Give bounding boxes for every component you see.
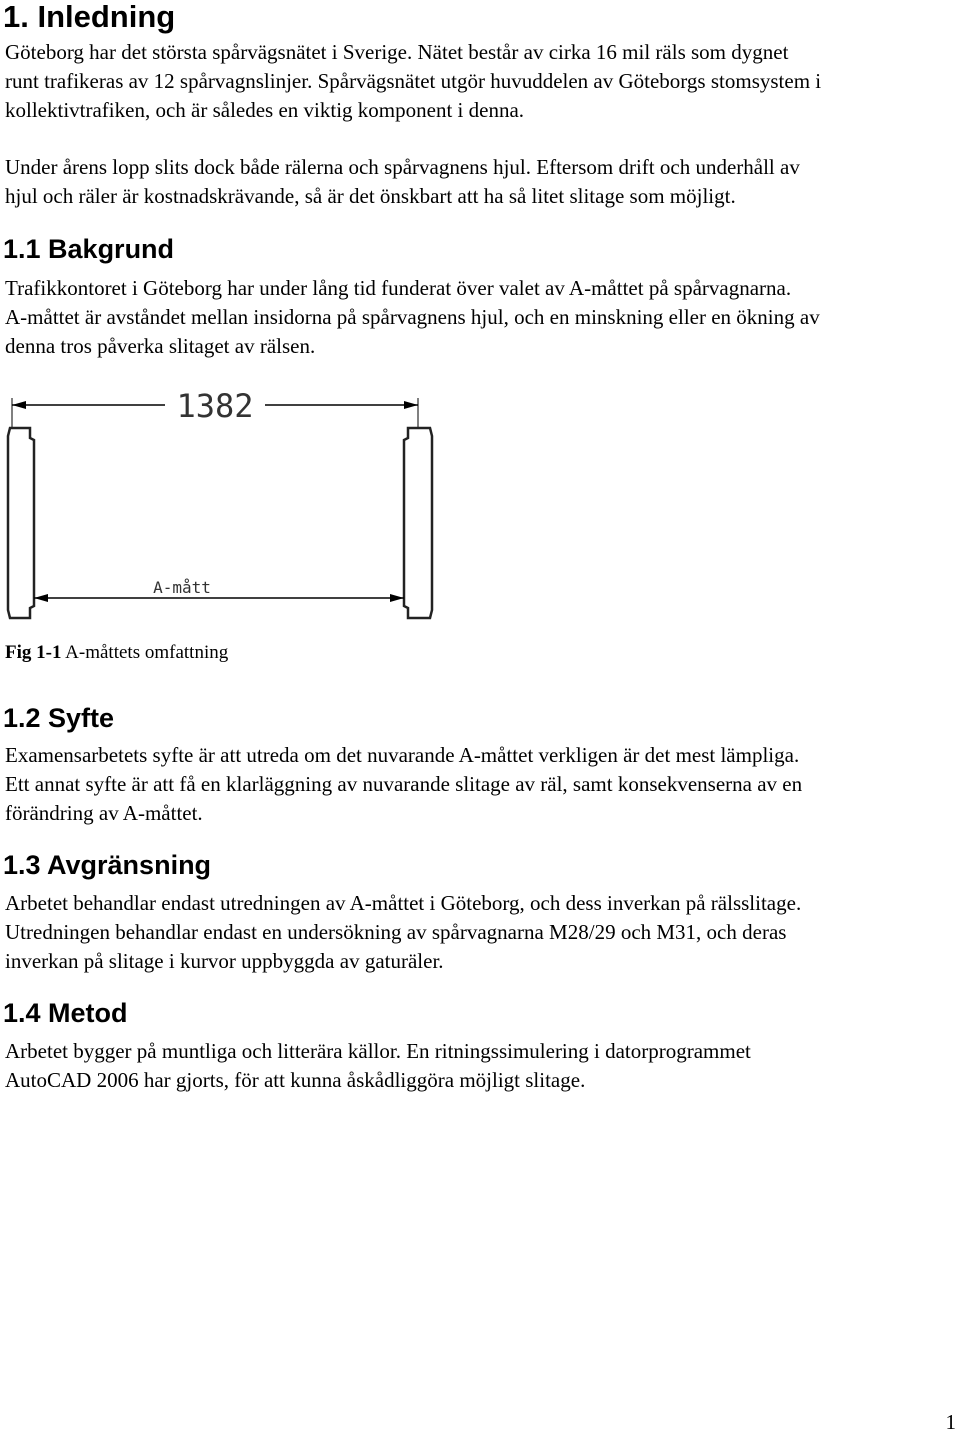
- text-line: Göteborg har det största spårvägsnätet i Sverige. Nätet består av cirka 16 mil räls som dygnet: [5, 40, 789, 64]
- text-line: hjul och räler är kostnadskrävande, så är det önskbart att ha så litet slitage som möjligt.: [5, 184, 736, 208]
- text-line: A-måttet är avståndet mellan insidorna på spårvagnens hjul, och en minskning eller en ökning av: [5, 305, 820, 329]
- arrow-right: [390, 594, 404, 602]
- text-line: Examensarbetets syfte är att utreda om det nuvarande A-måttet verkligen är det mest lämpliga.: [5, 743, 800, 767]
- heading-avgransning: 1.3 Avgränsning: [3, 850, 212, 880]
- text-line: Utredningen behandlar endast en undersökning av spårvagnarna M28/29 och M31, och deras: [5, 920, 787, 944]
- left-wheel-profile: [8, 428, 34, 618]
- wear-paragraph: [5, 153, 957, 211]
- figure-caption: [5, 641, 228, 665]
- arrow-left: [12, 401, 26, 409]
- caption-text: A-måttets omfattning: [61, 642, 229, 663]
- a-matt-label: A-mått: [153, 578, 211, 597]
- purpose-paragraph: [5, 741, 957, 828]
- text-line: Trafikkontoret i Göteborg har under lång tid funderat över valet av A-måttet på spårvagnarna.: [5, 276, 792, 300]
- text-line: runt trafikeras av 12 spårvagnslinjer. Spårvägsnätet utgör huvuddelen av Göteborgs stomsystem i: [5, 69, 822, 93]
- heading-inledning: 1. Inledning: [3, 0, 176, 34]
- text-line: Arbetet bygger på muntliga och litterära källor. En ritningssimulering i datorprogrammet: [5, 1039, 751, 1063]
- text-line: Arbetet behandlar endast utredningen av A-måttet i Göteborg, och dess inverkan på rälsslitage.: [5, 891, 802, 915]
- text-line: Ett annat syfte är att få en klarläggning av nuvarande slitage av räl, samt konsekvenserna av en: [5, 772, 803, 796]
- page-number: 1: [945, 1410, 956, 1434]
- method-paragraph: [5, 1037, 957, 1095]
- a-matt-figure: [0, 380, 440, 630]
- arrow-right: [404, 401, 418, 409]
- text-line: kollektivtrafiken, och är således en viktig komponent i denna.: [5, 98, 525, 122]
- arrow-left: [34, 594, 48, 602]
- text-line: inverkan på slitage i kurvor uppbyggda av gaturäler.: [5, 949, 444, 973]
- intro-paragraph: [5, 38, 957, 125]
- caption-prefix: Fig 1-1: [5, 642, 62, 663]
- text-line: Under årens lopp slits dock både rälerna och spårvagnens hjul. Eftersom drift och underhåll av: [5, 155, 800, 179]
- scope-paragraph: [5, 889, 957, 976]
- text-line: denna tros påverka slitaget av rälsen.: [5, 334, 316, 358]
- dimension-label: 1382: [176, 387, 254, 425]
- heading-syfte: 1.2 Syfte: [3, 703, 115, 733]
- right-wheel-profile: [404, 428, 432, 618]
- text-line: AutoCAD 2006 har gjorts, för att kunna åskådliggöra möjligt slitage.: [5, 1068, 586, 1092]
- background-paragraph: [5, 274, 957, 361]
- heading-bakgrund: 1.1 Bakgrund: [3, 234, 175, 264]
- heading-metod: 1.4 Metod: [3, 998, 128, 1028]
- text-line: förändring av A-måttet.: [5, 801, 203, 825]
